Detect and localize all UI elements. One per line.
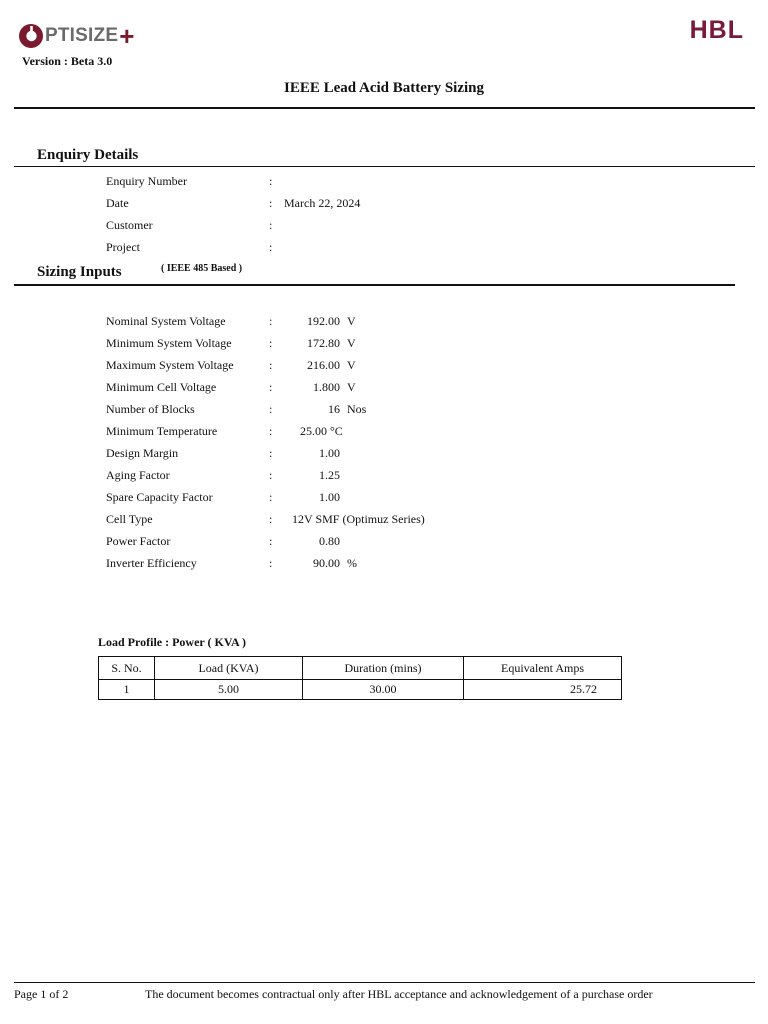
title-divider	[14, 107, 755, 109]
field-value: 1.00	[319, 446, 340, 460]
load-profile-heading: Load Profile : Power ( KVA )	[98, 635, 246, 649]
field-colon: :	[269, 534, 273, 548]
field-unit: V	[347, 336, 356, 350]
field-unit: Nos	[347, 402, 367, 416]
field-value: 192.00	[307, 314, 340, 328]
field-label: Enquiry Number	[106, 174, 187, 188]
sizing-divider	[14, 284, 735, 286]
field-colon: :	[269, 336, 273, 350]
field-colon: :	[269, 490, 273, 504]
document-title: IEEE Lead Acid Battery Sizing	[283, 80, 485, 96]
field-value: 0.80	[319, 534, 340, 548]
cell-duration: 30.00	[303, 680, 464, 700]
column-header: S. No.	[99, 657, 155, 680]
field-unit: V	[347, 358, 356, 372]
column-header: Load (KVA)	[155, 657, 303, 680]
field-colon: :	[269, 240, 273, 254]
field-label: Spare Capacity Factor	[106, 490, 213, 504]
field-label: Design Margin	[106, 446, 179, 460]
field-label: Minimum Cell Voltage	[106, 380, 217, 394]
field-label: Maximum System Voltage	[106, 358, 234, 372]
field-value: 1.00	[319, 490, 340, 504]
field-unit: V	[347, 314, 356, 328]
enquiry-divider	[14, 166, 755, 167]
field-label: Nominal System Voltage	[106, 314, 226, 328]
footer-disclaimer: The document becomes contractual only after HBL acceptance and acknowledgement of a purchase order	[145, 987, 653, 1001]
column-header: Duration (mins)	[303, 657, 464, 680]
optisize-o-icon	[18, 23, 44, 49]
cell-load-kva: 5.00	[155, 680, 303, 700]
field-value: 16	[328, 402, 340, 416]
sizing-inputs-heading: Sizing Inputs	[37, 264, 122, 280]
field-colon: :	[269, 196, 273, 210]
field-label: Aging Factor	[106, 468, 170, 482]
field-colon: :	[269, 314, 273, 328]
logo-text: PTISIZE	[45, 25, 119, 46]
optisize-logo	[18, 22, 134, 50]
field-label: Cell Type	[106, 512, 153, 526]
field-label: Project	[106, 240, 140, 254]
field-value: 25.00 °C	[300, 424, 343, 438]
field-label: Minimum Temperature	[106, 424, 218, 438]
field-colon: :	[269, 218, 273, 232]
logo-plus: +	[119, 21, 135, 51]
sizing-basis-note: ( IEEE 485 Based )	[161, 263, 243, 274]
field-label: Number of Blocks	[106, 402, 195, 416]
field-colon: :	[269, 512, 273, 526]
field-unit: V	[347, 380, 356, 394]
table-row	[99, 680, 622, 700]
field-colon: :	[269, 358, 273, 372]
load-profile-table	[98, 656, 622, 700]
field-value: 90.00	[313, 556, 340, 570]
field-colon: :	[269, 556, 273, 570]
hbl-brand-logo: HBL	[689, 16, 744, 44]
version-label: Version : Beta 3.0	[22, 54, 113, 68]
field-label: Customer	[106, 218, 153, 232]
enquiry-details-heading: Enquiry Details	[37, 147, 139, 163]
field-label: Minimum System Voltage	[106, 336, 232, 350]
field-value: March 22, 2024	[284, 196, 361, 210]
field-label: Power Factor	[106, 534, 171, 548]
field-colon: :	[269, 174, 273, 188]
column-header: Equivalent Amps	[464, 657, 622, 680]
cell-serial-no: 1	[99, 680, 155, 700]
field-colon: :	[269, 424, 273, 438]
field-colon: :	[269, 402, 273, 416]
field-value: 216.00	[307, 358, 340, 372]
field-label: Inverter Efficiency	[106, 556, 197, 570]
table-header-row	[99, 657, 622, 680]
field-unit: %	[347, 556, 357, 570]
field-value: 1.25	[319, 468, 340, 482]
field-colon: :	[269, 446, 273, 460]
field-colon: :	[269, 468, 273, 482]
field-value: 172.80	[307, 336, 340, 350]
cell-equivalent-amps: 25.72	[464, 680, 622, 700]
field-colon: :	[269, 380, 273, 394]
field-value: 12V SMF (Optimuz Series)	[292, 512, 425, 526]
page-number: Page 1 of 2	[14, 987, 69, 1001]
field-value: 1.800	[313, 380, 340, 394]
field-label: Date	[106, 196, 129, 210]
footer-divider	[14, 982, 755, 983]
